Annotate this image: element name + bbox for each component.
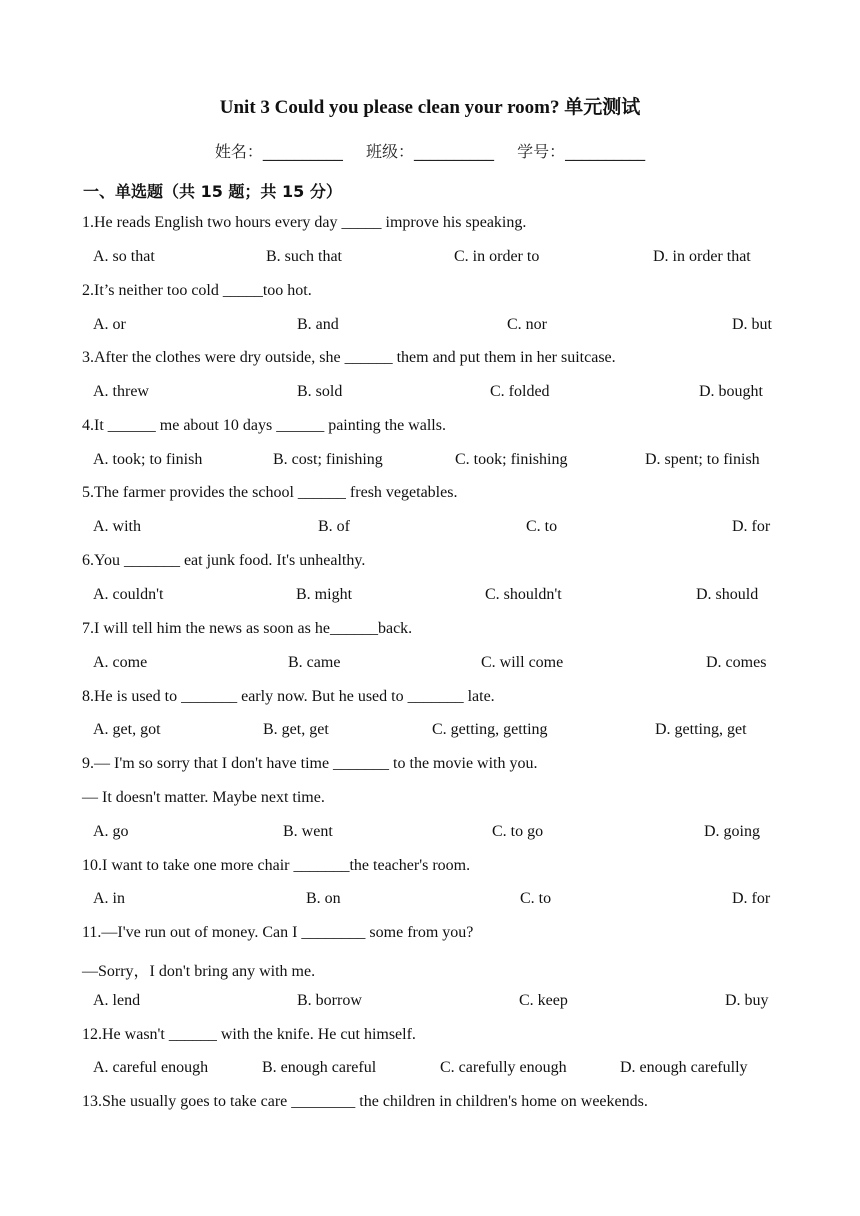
answer-option-a[interactable]: A. with [93, 518, 141, 535]
answer-options-row [93, 654, 783, 674]
answer-option-a[interactable]: A. so that [93, 248, 155, 265]
answer-option-d[interactable]: D. should [696, 586, 759, 603]
question-stem: 9.— I'm so sorry that I don't have time _______ to the movie with you. [82, 755, 538, 772]
answer-option-d[interactable]: D. comes [706, 654, 767, 671]
name-field: 姓名：__________ [214, 142, 343, 161]
question-stem: 12.He wasn't ______ with the knife. He cut himself. [82, 1026, 416, 1043]
answer-option-a[interactable]: A. careful enough [93, 1059, 209, 1076]
question-stem: 2.It’s neither too cold _____too hot. [82, 282, 312, 299]
answer-option-a[interactable]: A. come [93, 654, 148, 671]
question-stem: 8.He is used to _______ early now. But he used to _______ late. [82, 688, 495, 705]
answer-option-b[interactable]: B. went [283, 823, 333, 840]
question-dialogue-line: — It doesn't matter. Maybe next time. [82, 789, 325, 806]
answer-option-b[interactable]: B. might [296, 586, 353, 603]
answer-option-a[interactable]: A. in [93, 890, 125, 907]
question-stem: 10.I want to take one more chair _______the teacher's room. [82, 857, 471, 874]
answer-option-b[interactable]: B. cost; finishing [273, 451, 383, 468]
answer-option-b[interactable]: B. get, get [263, 721, 329, 738]
answer-options-row [93, 823, 783, 843]
answer-option-c[interactable]: C. folded [490, 383, 550, 400]
answer-option-c[interactable]: C. took; finishing [455, 451, 568, 468]
page-title: Unit 3 Could you please clean your room? 单元测试 [219, 97, 641, 118]
answer-option-b[interactable]: B. borrow [297, 992, 362, 1009]
answer-option-b[interactable]: B. came [288, 654, 341, 671]
question-stem: 13.She usually goes to take care ________ the children in children's home on weekends. [82, 1093, 648, 1110]
answer-option-c[interactable]: C. will come [481, 654, 564, 671]
answer-option-c[interactable]: C. to go [492, 823, 544, 840]
answer-options-row [93, 1059, 783, 1079]
question-stem: 6.You _______ eat junk food. It's unhealthy. [82, 552, 366, 569]
answer-option-a[interactable]: A. threw [93, 383, 149, 400]
question-stem: 5.The farmer provides the school ______ fresh vegetables. [82, 484, 458, 501]
question-stem: 7.I will tell him the news as soon as he______back. [82, 620, 413, 637]
answer-options-row [93, 586, 783, 606]
answer-option-a[interactable]: A. or [93, 316, 126, 333]
answer-option-c[interactable]: C. getting, getting [432, 721, 548, 738]
answer-option-a[interactable]: A. couldn't [93, 586, 164, 603]
answer-option-d[interactable]: D. getting, get [655, 721, 747, 738]
question-dialogue-line: —Sorry，I don't bring any with me. [82, 963, 316, 980]
answer-option-b[interactable]: B. on [306, 890, 341, 907]
answer-option-d[interactable]: D. in order that [653, 248, 751, 265]
answer-option-d[interactable]: D. for [732, 890, 771, 907]
question-stem: 3.After the clothes were dry outside, she ______ them and put them in her suitcase. [82, 349, 616, 366]
answer-option-d[interactable]: D. going [704, 823, 760, 840]
answer-option-c[interactable]: C. to [520, 890, 552, 907]
answer-option-d[interactable]: D. spent; to finish [645, 451, 760, 468]
answer-option-a[interactable]: A. get, got [93, 721, 161, 738]
answer-option-b[interactable]: B. sold [297, 383, 343, 400]
answer-option-d[interactable]: D. enough carefully [620, 1059, 748, 1076]
answer-option-c[interactable]: C. in order to [454, 248, 540, 265]
answer-options-row [93, 890, 783, 910]
answer-option-c[interactable]: C. nor [507, 316, 547, 333]
answer-option-d[interactable]: D. buy [725, 992, 769, 1009]
answer-option-d[interactable]: D. bought [699, 383, 763, 400]
answer-options-row [93, 992, 783, 1012]
answer-option-b[interactable]: B. enough careful [262, 1059, 377, 1076]
answer-option-b[interactable]: B. such that [266, 248, 342, 265]
answer-option-a[interactable]: A. lend [93, 992, 141, 1009]
answer-option-b[interactable]: B. and [297, 316, 339, 333]
answer-options-row [93, 248, 783, 268]
answer-option-d[interactable]: D. for [732, 518, 771, 535]
answer-options-row [93, 451, 783, 471]
answer-options-row [93, 316, 783, 336]
answer-options-row [93, 518, 783, 538]
answer-option-c[interactable]: C. carefully enough [440, 1059, 567, 1076]
question-stem: 11.—I've run out of money. Can I ________ some from you? [82, 924, 474, 941]
answer-options-row [93, 721, 783, 741]
answer-option-c[interactable]: C. shouldn't [485, 586, 562, 603]
class-field: 班级：__________ [365, 142, 494, 161]
answer-option-c[interactable]: C. to [526, 518, 558, 535]
student-info-row [0, 139, 860, 162]
student-id-field: 学号：__________ [517, 142, 646, 161]
answer-option-a[interactable]: A. go [93, 823, 129, 840]
answer-options-row [93, 383, 783, 403]
answer-option-a[interactable]: A. took; to finish [93, 451, 203, 468]
question-stem: 1.He reads English two hours every day _____ improve his speaking. [82, 214, 527, 231]
answer-option-c[interactable]: C. keep [519, 992, 568, 1009]
section-heading: 一、单选题（共 15 题；共 15 分） [83, 182, 342, 201]
answer-option-b[interactable]: B. of [318, 518, 350, 535]
question-stem: 4.It ______ me about 10 days ______ painting the walls. [82, 417, 446, 434]
answer-option-d[interactable]: D. but [732, 316, 772, 333]
